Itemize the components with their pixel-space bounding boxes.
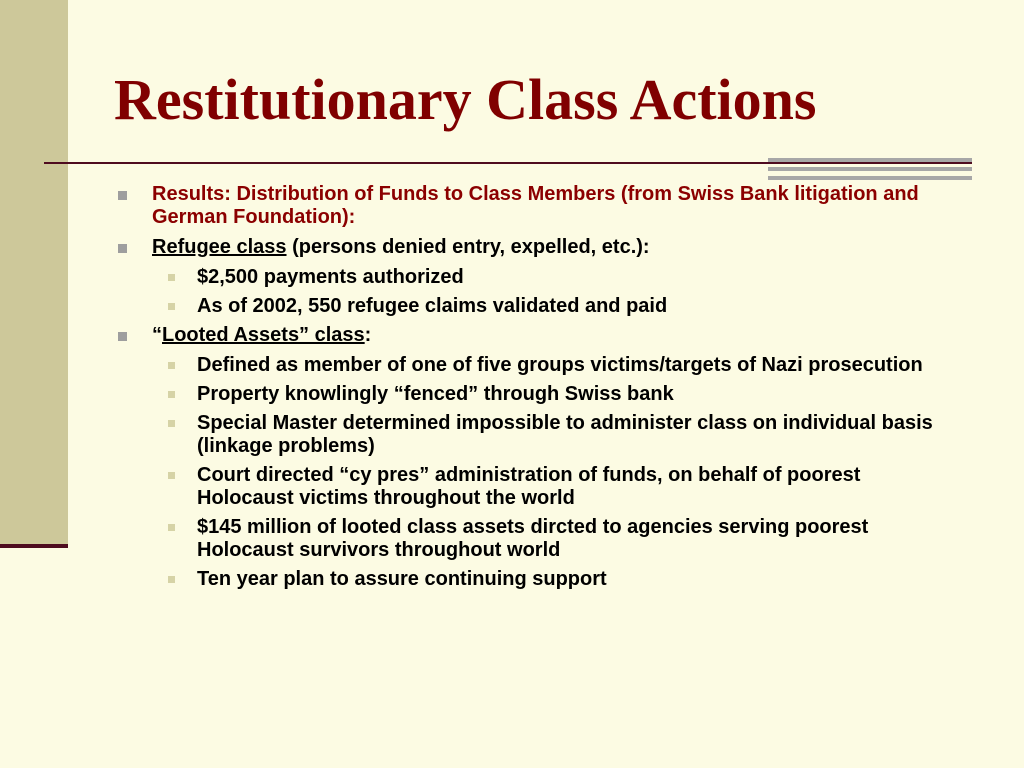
stripe [768,176,972,180]
bullet-text: As of 2002, 550 refugee claims validated and paid [197,295,668,317]
slide-title: Restitutionary Class Actions [114,67,817,132]
sub-bullet [110,266,940,289]
bullet-prefix: “ [152,324,162,346]
bullet-text: Special Master determined impossible to administer class on individual basis (linkage problems) [197,412,933,457]
square-bullet-icon [118,244,127,253]
sub-bullet [110,412,940,458]
bullet-refugee-class [110,236,940,259]
left-accent-rule [0,544,68,548]
bullet-results [110,183,940,229]
square-bullet-icon [168,576,175,583]
stripe [768,167,972,171]
bullet-label: Refugee class [152,236,287,258]
bullet-text: $145 million of looted class assets dircted to agencies serving poorest Holocaust survivors throughout world [197,516,869,561]
bullet-text: Results: Distribution of Funds to Class Members (from Swiss Bank litigation and German Foundation): [152,183,919,228]
stripe [768,158,972,162]
sub-bullet [110,516,940,562]
sub-bullet [110,383,940,406]
bullet-text: Defined as member of one of five groups victims/targets of Nazi prosecution [197,354,923,376]
square-bullet-icon [118,332,127,341]
square-bullet-icon [168,362,175,369]
bullet-text: Ten year plan to assure continuing support [197,568,607,590]
bullet-text: Court directed “cy pres” administration of funds, on behalf of poorest Holocaust victims throughout the world [197,464,861,509]
bullet-text: Property knowlingly “fenced” through Swiss bank [197,383,674,405]
square-bullet-icon [168,391,175,398]
sub-bullet [110,295,940,318]
sub-bullet [110,464,940,510]
bullet-text: : [364,324,372,346]
bullet-text: (persons denied entry, expelled, etc.): [286,236,650,258]
square-bullet-icon [168,472,175,479]
square-bullet-icon [118,191,127,200]
bullet-looted-assets-class [110,324,940,347]
square-bullet-icon [168,303,175,310]
sub-bullet [110,568,940,591]
bullet-text: $2,500 payments authorized [197,266,464,288]
bullet-list [110,183,940,591]
square-bullet-icon [168,420,175,427]
left-accent-bar [0,0,68,546]
sub-bullet [110,354,940,377]
bullet-label: Looted Assets” class [162,324,365,346]
decorative-stripes [768,158,972,180]
square-bullet-icon [168,524,175,531]
square-bullet-icon [168,274,175,281]
